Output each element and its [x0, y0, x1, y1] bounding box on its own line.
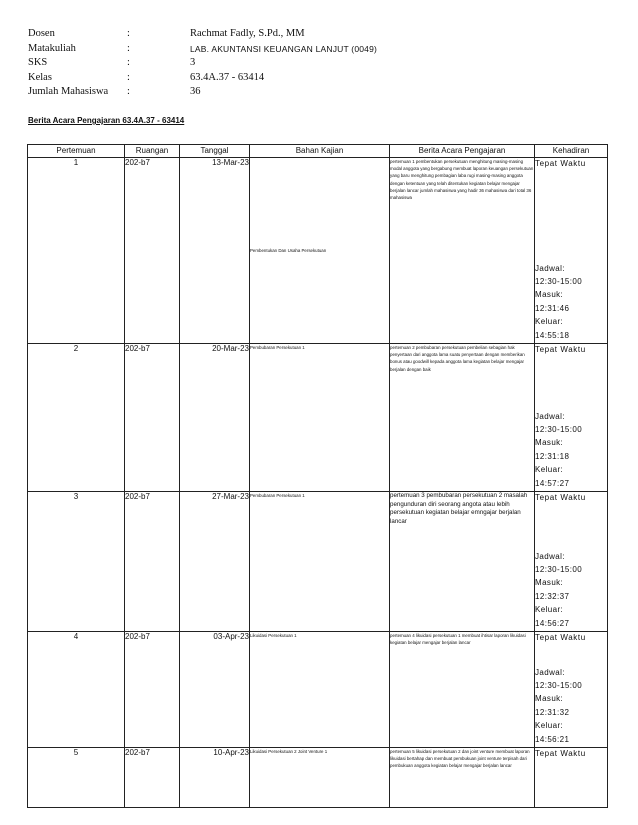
check-in-time: 12:32:37 [535, 591, 570, 601]
attendance-times [535, 550, 582, 630]
date-cell: 03-Apr-23 [180, 632, 250, 748]
table-row [28, 492, 608, 632]
report-notes-cell: pertemuan 1 pembentukan persekutuan menghitung masing-masing modal anggota yang bergabung membuat laporan keuangan persekutuan yang baru menghitung pembagian laba rugi masing-masing anggota dengan ketentuan yang telah ditentukan kegiatan belajar mengajar berjalan lancar jumlah mahasiswa yang hadir 36 mahasiswa dari total 36 mahasiswa [390, 158, 535, 344]
attendance-block [535, 632, 607, 746]
report-notes-cell: pertemuan 5 likuidasi persekutuan 2 dan joint venture membuat laporan likuidasi bertahap dan membuat pembukuan joint venture terpisah dari pembukuan anggota kegiatan belajar mengajar berjalan lancar [390, 748, 535, 808]
attendance-status: Tepat Waktu [535, 345, 586, 354]
info-value: LAB. AKUNTANSI KEUANGAN LANJUT (0049) [190, 43, 378, 54]
date-cell: 13-Mar-23 [180, 158, 250, 344]
attendance-times [535, 410, 582, 490]
schedule-time: 12:30-15:00 [535, 276, 583, 286]
info-row-credits [28, 56, 377, 71]
date-cell: 10-Apr-23 [180, 748, 250, 808]
room-cell: 202-b7 [125, 492, 180, 632]
schedule-time: 12:30-15:00 [535, 564, 583, 574]
check-in-label: Masuk: [535, 438, 564, 448]
report-notes-cell: pertemuan 3 pembubaran persekutuan 2 masalah pengunduran diri seorang angota atau lebih persekutuan kegiatan belajar emngajar berjalan lancar [390, 492, 535, 632]
attendance-status: Tepat Waktu [535, 749, 586, 758]
room-cell: 202-b7 [125, 158, 180, 344]
attendance-block [535, 344, 607, 490]
meeting-number: 3 [28, 492, 125, 632]
info-row-course [28, 42, 377, 57]
course-info [28, 27, 377, 100]
info-colon: : [127, 28, 130, 39]
table-body [28, 158, 608, 808]
column-header-date: Tanggal [180, 145, 250, 158]
subject-cell: Likuidasi Persekutuan 2 Joint Venture 1 [250, 748, 390, 808]
info-colon: : [127, 57, 130, 68]
schedule-time: 12:30-15:00 [535, 424, 583, 434]
column-header-meeting: Pertemuan [28, 145, 125, 158]
meeting-number: 5 [28, 748, 125, 808]
date-cell: 27-Mar-23 [180, 492, 250, 632]
info-value: 36 [190, 86, 201, 97]
attendance-cell [535, 344, 608, 492]
report-notes-cell: pertemuan 2 pembubaran persekutuan pembelian sebagian hak penyertaan dari anggota lama suatu penyertaan dengan memberikan bonus atau goodwill kepada anggota lama kegiatan belajar mengajar berjalan dengan baik [390, 344, 535, 492]
schedule-label: Jadwal: [535, 667, 565, 677]
attendance-times [535, 666, 582, 746]
attendance-times [535, 262, 582, 342]
schedule-label: Jadwal: [535, 411, 565, 421]
check-in-time: 12:31:18 [535, 451, 570, 461]
attendance-status: Tepat Waktu [535, 633, 586, 642]
info-value: 3 [190, 57, 196, 68]
table-row [28, 748, 608, 808]
info-label: Dosen [28, 28, 55, 39]
info-colon: : [127, 86, 130, 97]
info-row-lecturer [28, 27, 377, 42]
room-cell: 202-b7 [125, 344, 180, 492]
check-out-time: 14:55:18 [535, 330, 570, 340]
room-cell: 202-b7 [125, 632, 180, 748]
check-in-label: Masuk: [535, 694, 564, 704]
check-out-time: 14:57:27 [535, 478, 570, 488]
table-row [28, 344, 608, 492]
schedule-time: 12:30-15:00 [535, 680, 583, 690]
info-label: Jumlah Mahasiswa [28, 86, 109, 97]
check-out-label: Keluar: [535, 317, 564, 327]
check-in-label: Masuk: [535, 290, 564, 300]
info-value: Rachmat Fadly, S.Pd., MM [190, 28, 305, 39]
attendance-cell [535, 748, 608, 808]
attendance-status: Tepat Waktu [535, 493, 586, 502]
column-header-report: Berita Acara Pengajaran [390, 145, 535, 158]
attendance-block [535, 748, 607, 806]
info-colon: : [127, 42, 130, 54]
attendance-cell [535, 632, 608, 748]
info-label: Kelas [28, 71, 52, 83]
check-out-label: Keluar: [535, 465, 564, 475]
check-out-time: 14:56:27 [535, 618, 570, 628]
schedule-label: Jadwal: [535, 263, 565, 273]
check-out-label: Keluar: [535, 721, 564, 731]
info-colon: : [127, 71, 130, 83]
column-header-subject: Bahan Kajian [250, 145, 390, 158]
info-value: 63.4A.37 - 63414 [190, 71, 265, 83]
subject-cell: Pembubaran Persekutuan 1 [250, 344, 390, 492]
section-title: Berita Acara Pengajaran 63.4A.37 - 63414 [28, 116, 185, 125]
column-header-room: Ruangan [125, 145, 180, 158]
meeting-number: 4 [28, 632, 125, 748]
meeting-number: 1 [28, 158, 125, 344]
attendance-status: Tepat Waktu [535, 159, 586, 168]
info-label: SKS [28, 57, 48, 68]
table-row [28, 632, 608, 748]
attendance-cell [535, 158, 608, 344]
teaching-report-table [27, 144, 608, 808]
check-in-label: Masuk: [535, 578, 564, 588]
check-in-time: 12:31:32 [535, 707, 570, 717]
attendance-block [535, 492, 607, 630]
date-cell: 20-Mar-23 [180, 344, 250, 492]
subject-cell: Pembentukan Dan Usaha Persekutuan [250, 158, 390, 344]
info-label: Matakuliah [28, 42, 76, 54]
subject-cell: Pembubaran Persekutuan 1 [250, 492, 390, 632]
check-out-time: 14:56:21 [535, 734, 570, 744]
room-cell: 202-b7 [125, 748, 180, 808]
meeting-number: 2 [28, 344, 125, 492]
column-header-attendance: Kehadiran [535, 145, 608, 158]
report-notes-cell: pertemuan 4 likuidasi persekutuan 1 membuat ihtisar laporan likuidasi kegiatan belajar mengajar berjalan lancar [390, 632, 535, 748]
subject-cell: Likuidasi Persekutuan 1 [250, 632, 390, 748]
attendance-block [535, 158, 607, 342]
attendance-cell [535, 492, 608, 632]
table-row [28, 158, 608, 344]
check-out-label: Keluar: [535, 605, 564, 615]
info-row-students [28, 85, 377, 100]
table-header-row [28, 145, 608, 158]
check-in-time: 12:31:46 [535, 303, 570, 313]
schedule-label: Jadwal: [535, 551, 565, 561]
info-row-class [28, 71, 377, 86]
